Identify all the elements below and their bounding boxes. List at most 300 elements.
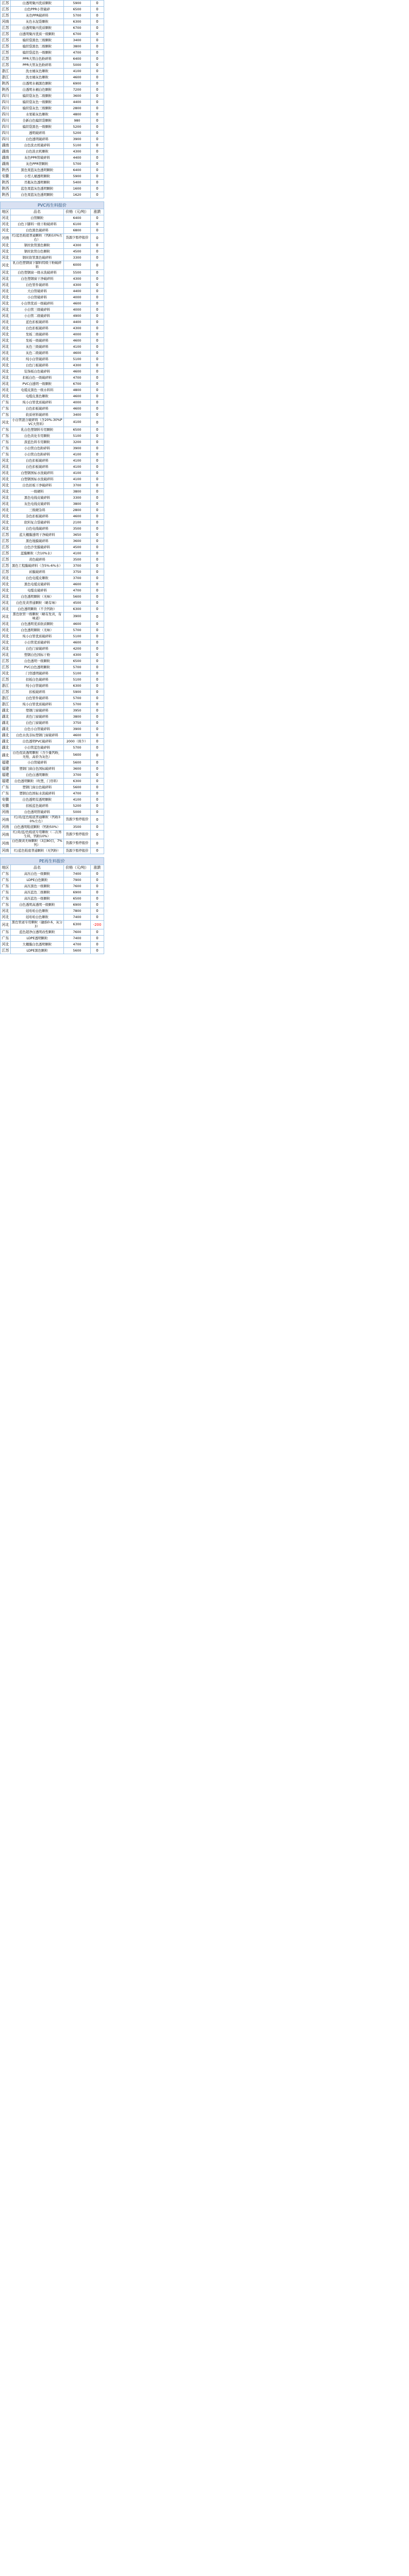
- change-cell: 0: [91, 439, 104, 446]
- price-cell: 2800: [64, 507, 91, 514]
- product-cell: 小型人桶透明颗粒: [11, 174, 64, 180]
- product-cell: 电缆皮黑色一级水料料: [11, 387, 64, 394]
- price-cell: 5600: [64, 948, 91, 954]
- table-row: [1, 412, 104, 418]
- change-cell: 0: [91, 412, 104, 418]
- table-row: [1, 816, 104, 824]
- region-cell: 广东: [1, 791, 11, 797]
- region-cell: 江苏: [1, 677, 11, 683]
- region-cell: 湖北: [1, 733, 11, 739]
- change-cell: 0: [91, 824, 104, 831]
- change-cell: 0: [91, 569, 104, 575]
- product-cell: 白色扣板破碎料: [11, 406, 64, 412]
- change-cell: 0: [91, 791, 104, 797]
- price-cell: 3800: [64, 44, 91, 50]
- header-region: 地区: [1, 209, 11, 215]
- product-cell: 白管颗粒: [11, 215, 64, 222]
- change-cell: 0: [91, 665, 104, 671]
- region-cell: 河南: [1, 816, 11, 824]
- change-cell: 0: [91, 394, 104, 400]
- change-cell: 0: [91, 427, 104, 433]
- region-cell: 河北: [1, 621, 11, 628]
- product-cell: 小白管优质一级破碎料: [11, 301, 64, 307]
- region-cell: 安徽: [1, 803, 11, 809]
- region-cell: 河北: [1, 507, 11, 514]
- change-cell: 0: [91, 634, 104, 640]
- product-cell: 洗衣桶灰色颗粒: [11, 69, 64, 75]
- region-cell: 河北: [1, 514, 11, 520]
- product-cell: 编织袋黑色二级颗粒: [11, 44, 64, 50]
- price-cell: 3700: [64, 563, 91, 569]
- product-cell: 灰色电线皮破碎料: [11, 501, 64, 507]
- table-row: [1, 326, 104, 332]
- table-row: [1, 621, 104, 628]
- price-cell: 4600: [64, 338, 91, 344]
- region-cell: 河北: [1, 489, 11, 495]
- price-cell: 6500: [64, 658, 91, 665]
- region-cell: 福建: [1, 778, 11, 785]
- region-cell: 广东: [1, 936, 11, 942]
- price-cell: 5700: [64, 696, 91, 702]
- region-cell: 河南: [1, 848, 11, 854]
- product-cell: 白色门窗破碎料: [11, 646, 64, 652]
- region-cell: 河北: [1, 350, 11, 357]
- region-cell: 四川: [1, 99, 11, 106]
- change-cell: 0: [91, 908, 104, 914]
- product-cell: 蓝膜颗粒（含10%水）: [11, 551, 64, 557]
- price-cell: 4100: [64, 69, 91, 75]
- change-cell: 0: [91, 313, 104, 319]
- table-row: [1, 671, 104, 677]
- table-row: [1, 137, 104, 143]
- region-cell: 湖南: [1, 149, 11, 155]
- price-cell: 4800: [64, 112, 91, 118]
- table-row: [1, 628, 104, 634]
- table-row: [1, 50, 104, 56]
- product-cell: 白色透明颗粒（无味）: [11, 594, 64, 600]
- region-cell: 河北: [1, 600, 11, 606]
- product-cell: 蓝色超净白透明改性颗粒: [11, 929, 64, 936]
- price-cell: 5700: [64, 702, 91, 708]
- region-cell: 河北: [1, 261, 11, 270]
- product-cell: 全新白色编织袋颗粒: [11, 118, 64, 124]
- product-cell: 白色沙发膜破碎料: [11, 545, 64, 551]
- change-cell: 0: [91, 289, 104, 295]
- region-cell: 江苏: [1, 538, 11, 545]
- product-cell: 大白管破碎料: [11, 289, 64, 295]
- change-cell: 0: [91, 708, 104, 714]
- product-cell: 塑钢门窗白色破碎料: [11, 785, 64, 791]
- product-cell: 红/蓝色鞋底普通颗粒（无钙粉）: [11, 848, 64, 854]
- change-cell: 0: [91, 124, 104, 130]
- region-cell: 浙江: [1, 69, 11, 75]
- product-cell: 扣板白色一级破碎料: [11, 375, 64, 381]
- product-cell: 扣板蓝色破碎料: [11, 803, 64, 809]
- price-cell: 4600: [64, 640, 91, 646]
- product-cell: 编织袋灰色二级颗粒: [11, 93, 64, 99]
- price-cell: 货源少暂停报价: [64, 848, 91, 854]
- price-cell: 3700: [64, 575, 91, 582]
- product-cell: 黑色软管一级颗粒（略有发黄，有味道）: [11, 613, 64, 621]
- price-cell: 6900: [64, 890, 91, 896]
- change-cell: 0: [91, 418, 104, 427]
- price-cell: 货源少暂停报价: [64, 839, 91, 848]
- change-cell: 0: [91, 295, 104, 301]
- region-cell: 河北: [1, 575, 11, 582]
- region-cell: 广东: [1, 439, 11, 446]
- price-cell: 6300: [64, 606, 91, 613]
- product-cell: 深蓝色料专用颗粒: [11, 439, 64, 446]
- change-cell: 0: [91, 282, 104, 289]
- region-cell: 河北: [1, 301, 11, 307]
- product-cell: 高压蓝色一级颗粒: [11, 896, 64, 902]
- product-cell: 白色水洗非标塑钢门窗破碎料: [11, 733, 64, 739]
- table-row: [1, 446, 104, 452]
- price-cell: 4000: [64, 307, 91, 313]
- table-row: [1, 394, 104, 400]
- product-cell: 灰色PPR管颗粒: [11, 161, 64, 167]
- product-cell: 软料复合袋破碎料: [11, 520, 64, 526]
- change-cell: 0: [91, 831, 104, 839]
- region-cell: 河南: [1, 824, 11, 831]
- region-cell: 江苏: [1, 658, 11, 665]
- table-row: [1, 634, 104, 640]
- table-row: [1, 19, 104, 25]
- table-row: [1, 25, 104, 31]
- product-cell: 乳白色塑钢料专用颗粒: [11, 427, 64, 433]
- product-cell: 白色洗衣机破碎料: [11, 143, 64, 149]
- change-cell: 0: [91, 161, 104, 167]
- table-row: [1, 803, 104, 809]
- price-cell: 4400: [64, 319, 91, 326]
- table-row: [1, 791, 104, 797]
- region-cell: 河北: [1, 613, 11, 621]
- price-cell: 4100: [64, 477, 91, 483]
- change-cell: 0: [91, 658, 104, 665]
- price-cell: 4400: [64, 155, 91, 161]
- table-row: [1, 69, 104, 75]
- change-cell: 0: [91, 628, 104, 634]
- price-cell: 3800: [64, 501, 91, 507]
- price-cell: 4400: [64, 289, 91, 295]
- change-cell: 0: [91, 222, 104, 228]
- product-cell: 白透明水桶黑色颗粒: [11, 81, 64, 87]
- price-cell: 4500: [64, 249, 91, 255]
- price-cell: 4000: [64, 332, 91, 338]
- product-cell: 白色塑钢窗干净破碎料: [11, 276, 64, 282]
- change-cell: 0: [91, 582, 104, 588]
- table-row: [1, 44, 104, 50]
- region-cell: 广东: [1, 890, 11, 896]
- table-row: [1, 652, 104, 658]
- product-cell: 白色黄化专用颗粒: [11, 433, 64, 439]
- region-cell: 河北: [1, 652, 11, 658]
- region-cell: 陕西: [1, 81, 11, 87]
- table-row: [1, 270, 104, 276]
- price-cell: 3800: [64, 489, 91, 495]
- price-cell: 货源少暂停报价: [64, 234, 91, 243]
- product-cell: 白色微黄无味颗粒（3层80目，7%钙）: [11, 839, 64, 848]
- table-row: [1, 809, 104, 816]
- change-cell: 0: [91, 902, 104, 908]
- price-cell: 4600: [64, 301, 91, 307]
- region-cell: 河南: [1, 809, 11, 816]
- product-cell: 白色扣板破碎料: [11, 326, 64, 332]
- price-cell: 4300: [64, 326, 91, 332]
- change-cell: 0: [91, 458, 104, 464]
- change-cell: 0: [91, 929, 104, 936]
- table-row: [1, 186, 104, 192]
- region-cell: 江苏: [1, 31, 11, 38]
- price-cell: 5600: [64, 594, 91, 600]
- price-cell: 4600: [64, 514, 91, 520]
- price-cell: 3750: [64, 720, 91, 726]
- product-cell: 白色白透明颗粒: [11, 772, 64, 778]
- table-row: [1, 249, 104, 255]
- price-cell: 6400: [64, 56, 91, 62]
- region-cell: 河北: [1, 344, 11, 350]
- product-cell: 小白管三级破碎料: [11, 307, 64, 313]
- table-row: [1, 575, 104, 582]
- product-cell: 小白管白色粉碎料: [11, 446, 64, 452]
- region-cell: 广东: [1, 406, 11, 412]
- change-cell: 0: [91, 483, 104, 489]
- change-cell: 0: [91, 646, 104, 652]
- product-cell: 灰色PPR管破碎料: [11, 155, 64, 161]
- region-cell: 广东: [1, 446, 11, 452]
- product-cell: 蓝色果篮灰色透明颗粒: [11, 186, 64, 192]
- region-cell: 河北: [1, 332, 11, 338]
- price-cell: 4300: [64, 282, 91, 289]
- change-cell: 0: [91, 803, 104, 809]
- change-cell: 0: [91, 363, 104, 369]
- region-cell: 湖南: [1, 143, 11, 149]
- region-cell: 广东: [1, 884, 11, 890]
- product-cell: 白色扣板干净破碎料: [11, 483, 64, 489]
- change-cell: 0: [91, 896, 104, 902]
- region-cell: 河北: [1, 640, 11, 646]
- change-cell: 0: [91, 387, 104, 394]
- table-row: [1, 255, 104, 261]
- product-cell: 白透明聚丙优质一级颗粒: [11, 31, 64, 38]
- table-row: [1, 588, 104, 594]
- price-cell: 3700: [64, 483, 91, 489]
- price-cell: 4100: [64, 452, 91, 458]
- product-cell: 白色电缆皮颗粒: [11, 575, 64, 582]
- price-cell: 2800: [64, 106, 91, 112]
- region-cell: 河北: [1, 470, 11, 477]
- table-row: [1, 439, 104, 446]
- price-cell: 3800: [64, 714, 91, 720]
- table-row: [1, 896, 104, 902]
- price-cell: 6100: [64, 222, 91, 228]
- product-cell: 电缆皮黑色颗粒: [11, 394, 64, 400]
- table-row: [1, 914, 104, 921]
- change-cell: 0: [91, 848, 104, 854]
- product-cell: 蓝色扣板破碎料: [11, 319, 64, 326]
- price-cell: 3950: [64, 708, 91, 714]
- change-cell: 0: [91, 772, 104, 778]
- region-cell: 河北: [1, 222, 11, 228]
- change-cell: 0: [91, 942, 104, 948]
- price-cell: 4600: [64, 75, 91, 81]
- header-change: 涨跌: [91, 209, 104, 215]
- change-cell: 0: [91, 532, 104, 538]
- region-cell: 河北: [1, 243, 11, 249]
- change-cell: 0: [91, 778, 104, 785]
- product-cell: 纯小白管破碎料: [11, 357, 64, 363]
- product-cell: 白色果篮灰色透明颗粒: [11, 192, 64, 198]
- table-row: [1, 161, 104, 167]
- table-row: [1, 234, 104, 243]
- change-cell: 0: [91, 93, 104, 99]
- price-cell: 4100: [64, 344, 91, 350]
- table-row: [1, 87, 104, 93]
- region-cell: 江苏: [1, 50, 11, 56]
- region-cell: 江苏: [1, 545, 11, 551]
- region-cell: 四川: [1, 130, 11, 137]
- price-cell: 6700: [64, 25, 91, 31]
- price-cell: 6800: [64, 228, 91, 234]
- change-cell: 0: [91, 381, 104, 387]
- price-cell: 6300: [64, 778, 91, 785]
- region-cell: 江苏: [1, 44, 11, 50]
- price-cell: 6300: [64, 19, 91, 25]
- change-cell: 0: [91, 369, 104, 375]
- region-cell: 河北: [1, 270, 11, 276]
- table-row: [1, 495, 104, 501]
- price-cell: 4100: [64, 551, 91, 557]
- table-row: [1, 81, 104, 87]
- price-cell: 5600: [64, 751, 91, 760]
- change-cell: 0: [91, 452, 104, 458]
- price-cell: 7600: [64, 929, 91, 936]
- region-cell: 江苏: [1, 25, 11, 31]
- table-row: [1, 726, 104, 733]
- change-cell: 0: [91, 149, 104, 155]
- change-cell: 0: [91, 332, 104, 338]
- table-row: [1, 501, 104, 507]
- region-cell: 河北: [1, 394, 11, 400]
- product-cell: 黄色破碎料: [11, 557, 64, 563]
- change-cell: 0: [91, 130, 104, 137]
- price-cell: 4000: [64, 295, 91, 301]
- change-cell: 0: [91, 702, 104, 708]
- table-row: [1, 785, 104, 791]
- product-cell: 乳白色塑钢窗下脚料特级干粉破碎料: [11, 261, 64, 270]
- table-row: [1, 75, 104, 81]
- price-cell: 6900: [64, 81, 91, 87]
- region-cell: 陕西: [1, 87, 11, 93]
- table-row: [1, 594, 104, 600]
- price-cell: 7400: [64, 936, 91, 942]
- price-cell: 7200: [64, 87, 91, 93]
- price-cell: 6300: [64, 683, 91, 689]
- region-cell: 江苏: [1, 563, 11, 569]
- product-cell: 大棚膜白色透明颗粒: [11, 942, 64, 948]
- product-cell: 高压蓝色二级颗粒: [11, 890, 64, 896]
- table-row: [1, 884, 104, 890]
- table-row: [1, 13, 104, 19]
- price-cell: 6000: [64, 261, 91, 270]
- table-row: [1, 243, 104, 249]
- change-cell: 0: [91, 50, 104, 56]
- product-cell: LDPE透明颗粒: [11, 936, 64, 942]
- table-row: [1, 714, 104, 720]
- table-row: [1, 871, 104, 877]
- product-cell: PVC白色透明颗粒: [11, 665, 64, 671]
- region-cell: 河北: [1, 387, 11, 394]
- table-row: [1, 433, 104, 439]
- price-cell: 3700: [64, 772, 91, 778]
- price-cell: 4600: [64, 582, 91, 588]
- table-row: [1, 708, 104, 714]
- table-row: [1, 569, 104, 575]
- price-cell: 4500: [64, 600, 91, 606]
- price-cell: 3300: [64, 255, 91, 261]
- table-row: [1, 363, 104, 369]
- price-cell: 3750: [64, 569, 91, 575]
- region-cell: 广东: [1, 427, 11, 433]
- change-cell: 0: [91, 871, 104, 877]
- region-cell: 湖北: [1, 739, 11, 745]
- table-row: [1, 658, 104, 665]
- table-row: [1, 831, 104, 839]
- table-row: [1, 174, 104, 180]
- table-row: [1, 338, 104, 344]
- table-row: [1, 375, 104, 381]
- product-cell: 白色门窗破碎料: [11, 720, 64, 726]
- region-cell: 河北: [1, 307, 11, 313]
- product-cell: 一级硬料: [11, 489, 64, 495]
- change-cell: 0: [91, 307, 104, 313]
- region-cell: 江苏: [1, 569, 11, 575]
- product-cell: 蓝大棚膜透明干净破碎料: [11, 532, 64, 538]
- header-row: [1, 865, 104, 871]
- change-cell: 0: [91, 56, 104, 62]
- price-cell: 3650: [64, 532, 91, 538]
- change-cell: 0: [91, 180, 104, 186]
- table-row: [1, 839, 104, 848]
- change-cell: 0: [91, 243, 104, 249]
- price-cell: 5100: [64, 433, 91, 439]
- region-cell: 广东: [1, 902, 11, 908]
- table-row: [1, 751, 104, 760]
- price-cell: 5900: [64, 1, 91, 7]
- product-cell: 编织袋黑色三级颗粒: [11, 38, 64, 44]
- region-cell: 福建: [1, 760, 11, 766]
- price-cell: 3200: [64, 439, 91, 446]
- price-cell: 3900: [64, 446, 91, 452]
- product-cell: 白色透明破碎料: [11, 137, 64, 143]
- change-cell: 0: [91, 406, 104, 412]
- table-row: [1, 180, 104, 186]
- change-cell: 0: [91, 613, 104, 621]
- table-row: [1, 276, 104, 282]
- price-cell: 4400: [64, 99, 91, 106]
- product-cell: 灰色PPR破碎料: [11, 13, 64, 19]
- change-cell: 0: [91, 433, 104, 439]
- change-cell: 0: [91, 112, 104, 118]
- region-cell: 河北: [1, 369, 11, 375]
- product-cell: 发板二级破碎料: [11, 332, 64, 338]
- price-cell: 4600: [64, 733, 91, 739]
- price-cell: 5100: [64, 634, 91, 640]
- table-row: [1, 942, 104, 948]
- table-row: [1, 130, 104, 137]
- change-cell: 0: [91, 766, 104, 772]
- change-cell: 0: [91, 13, 104, 19]
